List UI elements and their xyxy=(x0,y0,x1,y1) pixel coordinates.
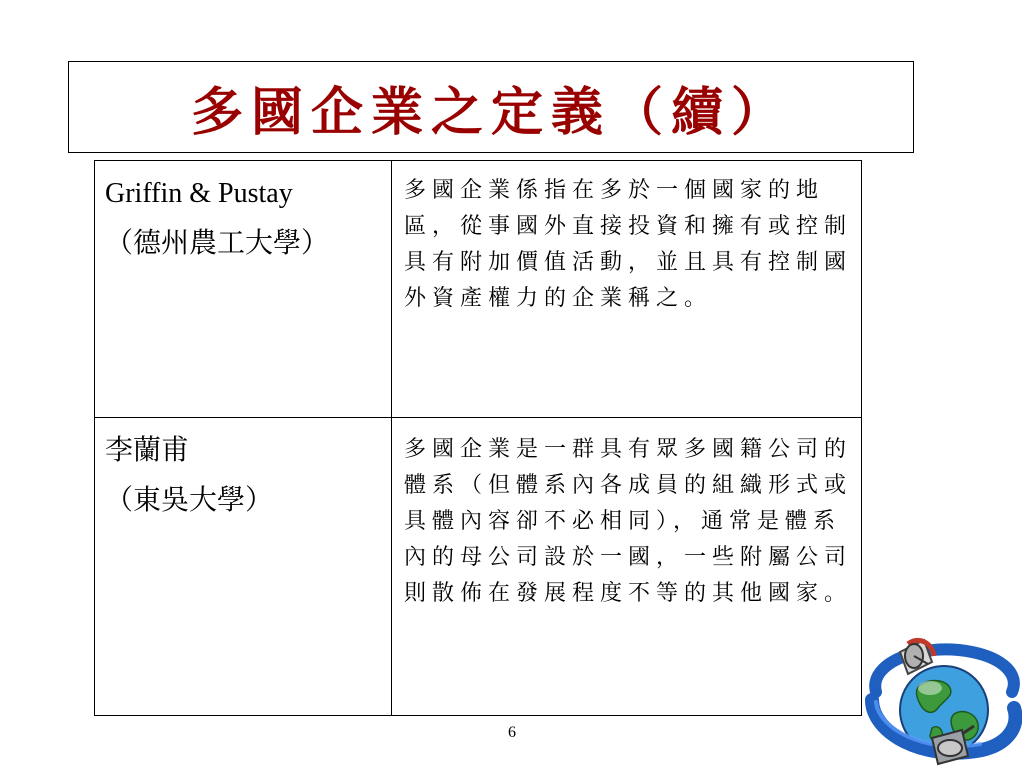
author-cell xyxy=(95,418,392,716)
definition-cell xyxy=(392,161,862,418)
definition-cell xyxy=(392,418,862,716)
slide-title: 多國企業之定義（續） xyxy=(190,81,791,143)
author-affiliation: （德州農工大學） xyxy=(105,228,330,259)
author-name: Griffin & Pustay xyxy=(105,178,293,209)
title-box xyxy=(68,61,914,153)
author-cell xyxy=(95,161,392,418)
globe-with-satellite-dish-icon xyxy=(862,622,1022,768)
table-row xyxy=(95,161,862,418)
definition-text: 多國企業係指在多於一個國家的地區，從事國外直接投資和擁有或控制具有附加價值活動，並且具有控制國外資產權力的企業稱之。 xyxy=(404,178,853,311)
page-number: 6 xyxy=(508,724,516,741)
author-name: 李蘭甫 xyxy=(105,435,190,466)
definitions-table xyxy=(94,160,862,716)
author-affiliation: （東吳大學） xyxy=(105,485,274,516)
definition-text: 多國企業是一群具有眾多國籍公司的體系（但體系內各成員的組織形式或具體內容卻不必相同），通常是體系內的母公司設於一國，一些附屬公司則散佈在發展程度不等的其他國家。 xyxy=(404,437,853,606)
table-row xyxy=(95,418,862,716)
